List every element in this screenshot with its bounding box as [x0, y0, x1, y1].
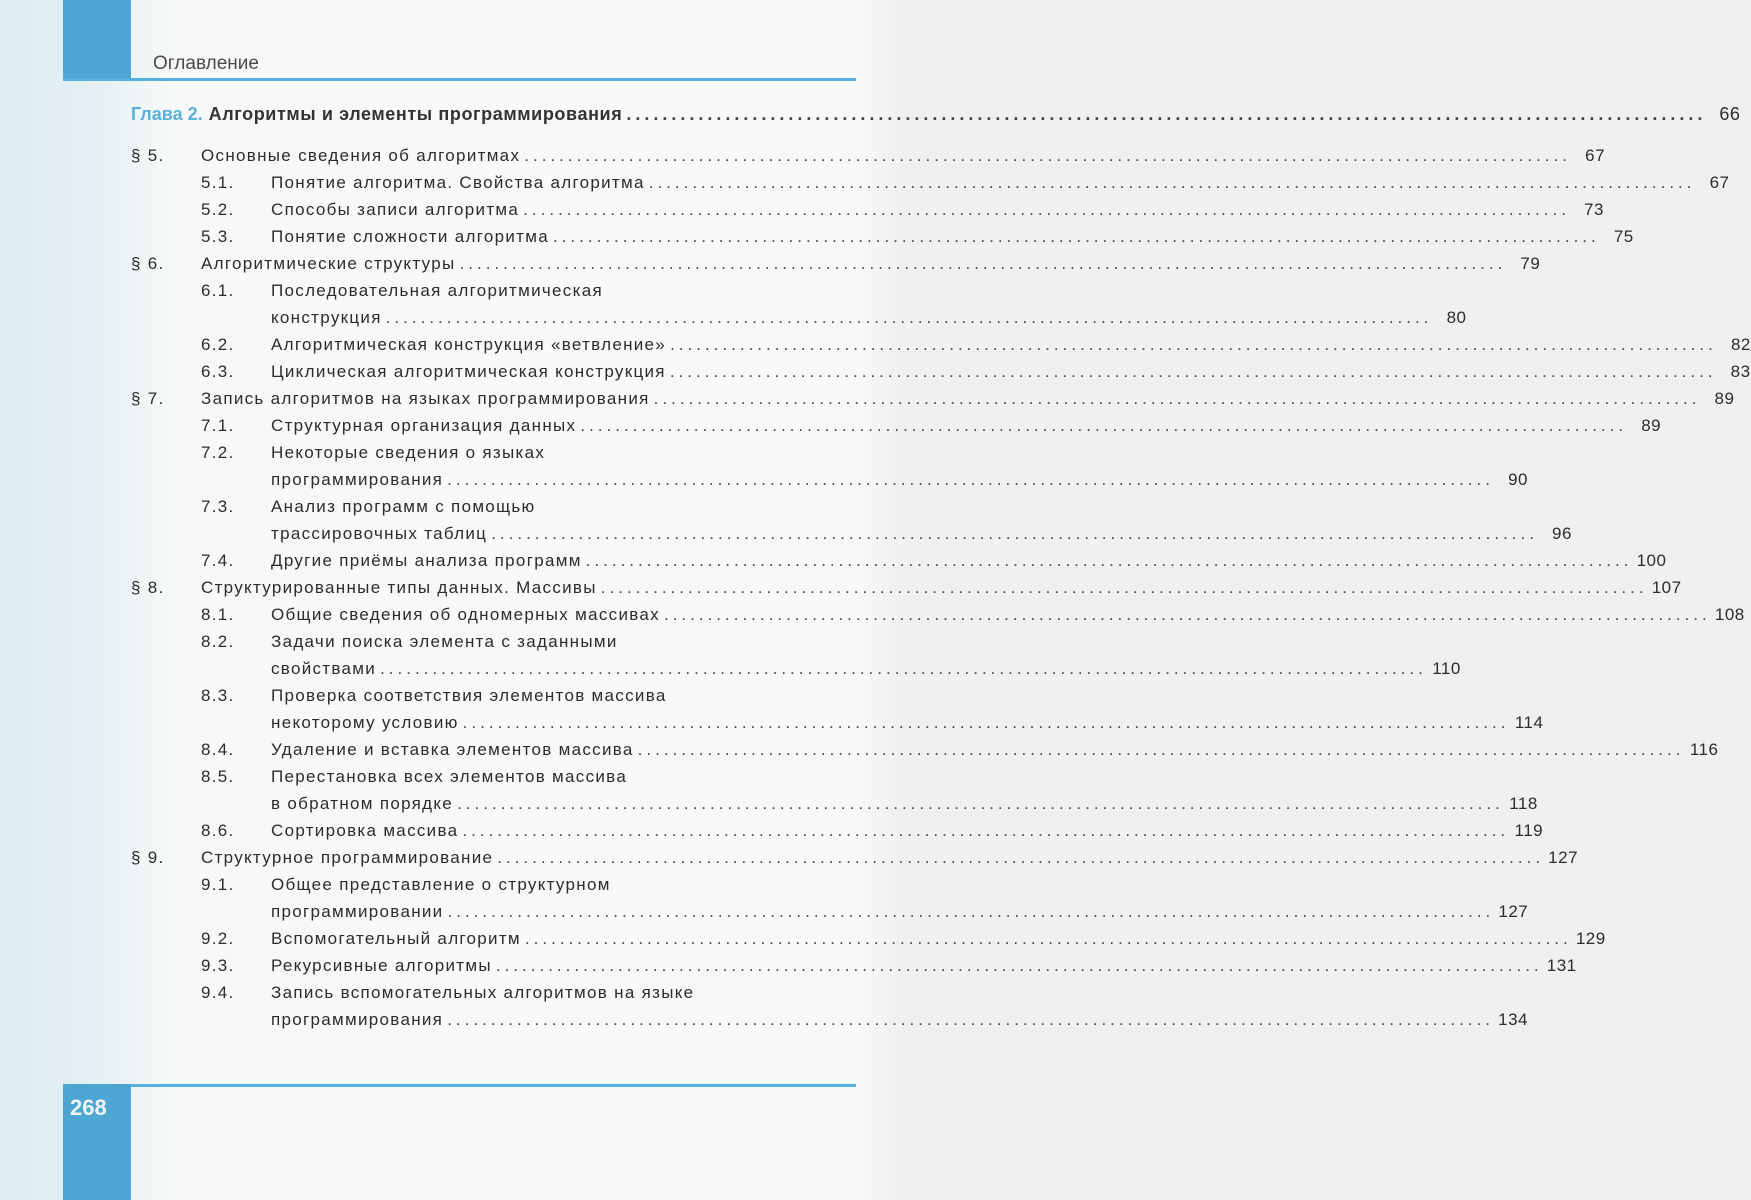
- entry-number: 8.4.: [201, 740, 235, 759]
- toc-subsection-entry[interactable]: [131, 956, 1577, 983]
- entry-page: 90: [1508, 470, 1528, 489]
- toc-line: [131, 335, 1751, 362]
- entry-number: 8.5.: [201, 767, 235, 786]
- entry-page: 127: [1498, 902, 1529, 921]
- toc-line: [131, 308, 1467, 335]
- entry-page: 119: [1514, 821, 1544, 840]
- entry-title: в обратном порядке: [271, 794, 454, 813]
- toc-subsection-entry[interactable]: [131, 173, 1730, 200]
- footer-rule: [131, 1084, 856, 1087]
- entry-page: 79: [1520, 254, 1541, 273]
- toc-line: [131, 875, 853, 902]
- toc-line: [131, 254, 1541, 281]
- entry-title: Задачи поиска элемента с заданными: [271, 632, 618, 651]
- entry-number: 7.3.: [201, 497, 235, 516]
- toc-subsection-entry[interactable]: [131, 605, 1745, 632]
- toc-line: [131, 902, 1529, 929]
- entry-title: Сортировка массива: [271, 821, 459, 840]
- toc-line: [131, 659, 1461, 686]
- entry-title: свойствами: [271, 659, 377, 678]
- entry-title: программировании: [271, 902, 444, 921]
- entry-number: 9.1.: [201, 875, 235, 894]
- toc-line: [131, 200, 1604, 227]
- entry-page: 108: [1714, 605, 1745, 624]
- entry-page: 118: [1509, 794, 1538, 813]
- toc-subsection-entry[interactable]: [131, 767, 1538, 821]
- toc-line: [131, 173, 1730, 200]
- toc-line: [131, 740, 1719, 767]
- dot-leader: ........................................................................................................................: [462, 713, 1510, 732]
- entry-page: 89: [1641, 416, 1662, 435]
- entry-page: 116: [1689, 740, 1719, 759]
- entry-page: 114: [1514, 713, 1544, 732]
- dot-leader: ........................................................................................................................: [670, 335, 1717, 354]
- entry-page: 80: [1446, 308, 1467, 327]
- dot-leader: ........................................................................................................................: [552, 227, 1600, 246]
- entry-number: 9.4.: [201, 983, 235, 1002]
- entry-title: Другие приёмы анализа программ: [271, 551, 582, 570]
- entry-title: Структурное программирование: [201, 848, 494, 867]
- toc-section-entry[interactable]: [131, 848, 1579, 875]
- dot-leader: ........................................................................................................................: [580, 416, 1628, 435]
- toc-chapter-entry[interactable]: [131, 104, 1741, 125]
- table-of-contents: [131, 146, 1751, 1037]
- toc-line: [131, 578, 1682, 605]
- dot-leader: ........................................................................................................................: [497, 848, 1545, 867]
- entry-number: § 7.: [131, 389, 165, 408]
- dot-leader: ........................................................................................................................: [600, 578, 1648, 597]
- entry-title: Вспомогательный алгоритм: [271, 929, 521, 948]
- entry-page: 110: [1432, 659, 1461, 678]
- toc-line: [131, 956, 1577, 983]
- entry-title: Проверка соответствия элементов массива: [271, 686, 667, 705]
- toc-section-entry[interactable]: [131, 254, 1541, 281]
- toc-subsection-entry[interactable]: [131, 281, 1467, 335]
- toc-line: [131, 227, 1634, 254]
- entry-title: Запись вспомогательных алгоритмов на языке: [271, 983, 695, 1002]
- toc-line: [131, 713, 1544, 740]
- entry-title: Анализ программ с помощью: [271, 497, 536, 516]
- dot-leader: ........................................................................................................................: [524, 146, 1572, 165]
- entry-number: 7.1.: [201, 416, 235, 435]
- chapter-label: Глава 2.: [131, 104, 203, 124]
- dot-leader: ........................................................................................................................: [669, 362, 1717, 381]
- entry-page: 89: [1714, 389, 1735, 408]
- dot-leader: ........................................................................................................................: [385, 308, 1433, 327]
- header-rule: [63, 78, 856, 81]
- entry-number: 5.3.: [201, 227, 235, 246]
- toc-line: [131, 848, 1579, 875]
- entry-title: Последовательная алгоритмическая: [271, 281, 603, 300]
- entry-page: 82: [1730, 335, 1751, 354]
- toc-line: [131, 686, 853, 713]
- dot-leader: ........................................................................................................................: [495, 956, 1543, 975]
- entry-page: 127: [1548, 848, 1579, 867]
- entry-title: Удаление и вставка элементов массива: [271, 740, 634, 759]
- entry-title: некоторому условию: [271, 713, 459, 732]
- dot-leader: ........................................................................................................................: [447, 902, 1495, 921]
- toc-line: [131, 470, 1528, 497]
- dot-leader: ........................................................................................................................: [653, 389, 1701, 408]
- entry-page: 134: [1498, 1010, 1528, 1029]
- dot-leader: ........................................................................................................................: [491, 524, 1538, 543]
- toc-section-entry[interactable]: [131, 389, 1735, 416]
- toc-subsection-entry[interactable]: [131, 686, 1544, 740]
- entry-title: Циклическая алгоритмическая конструкция: [271, 362, 666, 381]
- toc-section-entry[interactable]: [131, 146, 1606, 173]
- toc-subsection-entry[interactable]: [131, 632, 1461, 686]
- toc-line: [131, 146, 1606, 173]
- entry-title: Способы записи алгоритма: [271, 200, 520, 219]
- toc-subsection-entry[interactable]: [131, 416, 1662, 443]
- toc-line: [131, 524, 1572, 551]
- toc-subsection-entry[interactable]: [131, 875, 1529, 929]
- toc-subsection-entry[interactable]: [131, 362, 1751, 389]
- toc-subsection-entry[interactable]: [131, 740, 1719, 767]
- chapter-page: 66: [1719, 104, 1741, 124]
- dot-leader: ........................................................................................................................: [648, 173, 1696, 192]
- entry-number: 8.6.: [201, 821, 235, 840]
- entry-number: 7.2.: [201, 443, 235, 462]
- entry-title: Алгоритмическая конструкция «ветвление»: [271, 335, 667, 354]
- entry-number: § 6.: [131, 254, 165, 273]
- toc-line: [131, 497, 853, 524]
- entry-title: Общие сведения об одномерных массивах: [271, 605, 660, 624]
- entry-title: Понятие сложности алгоритма: [271, 227, 549, 246]
- running-header: Оглавление: [153, 53, 259, 74]
- toc-line: [131, 281, 853, 308]
- entry-page: 67: [1709, 173, 1730, 192]
- toc-line: [131, 929, 1606, 956]
- toc-line: [131, 443, 853, 470]
- entry-title: Структурированные типы данных. Массивы: [201, 578, 597, 597]
- dot-leader: ........................................................................................................................: [626, 104, 1707, 124]
- entry-title: Основные сведения об алгоритмах: [201, 146, 521, 165]
- dot-leader: ........................................................................................................................: [447, 1010, 1494, 1029]
- chapter-title: Алгоритмы и элементы программирования: [208, 104, 623, 124]
- dot-leader: ........................................................................................................................: [585, 551, 1633, 570]
- entry-number: 6.2.: [201, 335, 235, 354]
- entry-title: Алгоритмические структуры: [201, 254, 456, 273]
- entry-page: 96: [1552, 524, 1572, 543]
- entry-page: 129: [1575, 929, 1606, 948]
- entry-page: 75: [1613, 227, 1634, 246]
- toc-subsection-entry[interactable]: [131, 497, 1572, 551]
- dot-leader: ........................................................................................................................: [663, 605, 1711, 624]
- entry-title: Общее представление о структурном: [271, 875, 611, 894]
- entry-number: 5.2.: [201, 200, 235, 219]
- dot-leader: ........................................................................................................................: [524, 929, 1572, 948]
- entry-page: 100: [1636, 551, 1667, 570]
- dot-leader: ........................................................................................................................: [457, 794, 1504, 813]
- entry-page: 131: [1546, 956, 1577, 975]
- toc-line: [131, 551, 1667, 578]
- entry-number: 5.1.: [201, 173, 235, 192]
- toc-line: [131, 767, 853, 794]
- entry-title: Некоторые сведения о языках: [271, 443, 546, 462]
- entry-number: § 8.: [131, 578, 165, 597]
- toc-line: [131, 1010, 1528, 1037]
- toc-subsection-entry[interactable]: [131, 983, 1528, 1037]
- entry-title: Перестановка всех элементов массива: [271, 767, 628, 786]
- header-color-bar: [63, 0, 131, 80]
- toc-line: [131, 632, 853, 659]
- toc-line: [131, 389, 1735, 416]
- entry-number: 8.1.: [201, 605, 235, 624]
- entry-title: трассировочных таблиц: [271, 524, 488, 543]
- dot-leader: ........................................................................................................................: [380, 659, 1427, 678]
- toc-line: [131, 362, 1751, 389]
- dot-leader: ........................................................................................................................: [523, 200, 1570, 219]
- entry-number: 8.3.: [201, 686, 235, 705]
- entry-number: § 9.: [131, 848, 165, 867]
- toc-line: [131, 983, 853, 1010]
- toc-line: [131, 605, 1745, 632]
- dot-leader: ........................................................................................................................: [447, 470, 1494, 489]
- toc-subsection-entry[interactable]: [131, 929, 1606, 956]
- entry-title: Запись алгоритмов на языках программирования: [201, 389, 650, 408]
- dot-leader: ........................................................................................................................: [637, 740, 1685, 759]
- entry-number: 8.2.: [201, 632, 235, 651]
- entry-number: 6.3.: [201, 362, 235, 381]
- toc-subsection-entry[interactable]: [131, 200, 1604, 227]
- entry-number: § 5.: [131, 146, 165, 165]
- entry-number: 6.1.: [201, 281, 235, 300]
- entry-title: программирования: [271, 1010, 444, 1029]
- entry-title: программирования: [271, 470, 444, 489]
- toc-subsection-entry[interactable]: [131, 227, 1634, 254]
- toc-subsection-entry[interactable]: [131, 443, 1528, 497]
- toc-subsection-entry[interactable]: [131, 821, 1544, 848]
- entry-number: 9.3.: [201, 956, 235, 975]
- entry-page: 83: [1730, 362, 1751, 381]
- entry-title: Понятие алгоритма. Свойства алгоритма: [271, 173, 645, 192]
- entry-title: конструкция: [271, 308, 382, 327]
- entry-title: Структурная организация данных: [271, 416, 577, 435]
- toc-section-entry[interactable]: [131, 578, 1682, 605]
- entry-number: 7.4.: [201, 551, 235, 570]
- dot-leader: ........................................................................................................................: [462, 821, 1510, 840]
- page-number: 268: [70, 1095, 107, 1120]
- toc-line: [131, 821, 1544, 848]
- entry-page: 67: [1585, 146, 1606, 165]
- entry-number: 9.2.: [201, 929, 235, 948]
- toc-subsection-entry[interactable]: [131, 335, 1751, 362]
- entry-page: 73: [1584, 200, 1604, 219]
- entry-page: 107: [1651, 578, 1682, 597]
- entry-title: Рекурсивные алгоритмы: [271, 956, 492, 975]
- toc-subsection-entry[interactable]: [131, 551, 1667, 578]
- dot-leader: ........................................................................................................................: [459, 254, 1507, 273]
- toc-line: [131, 794, 1538, 821]
- toc-line: [131, 416, 1662, 443]
